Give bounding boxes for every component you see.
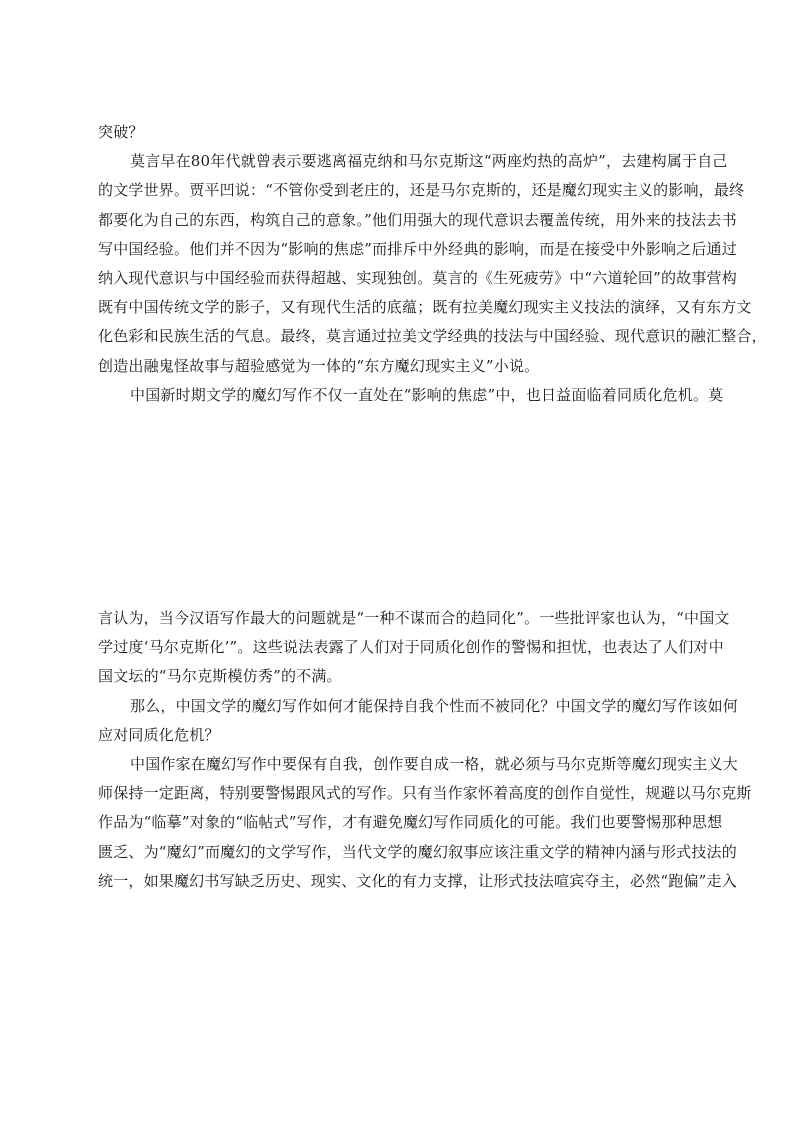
text-block-bottom [98, 604, 752, 896]
text-line: 化色彩和民族生活的气息。最终，莫言通过拉美文学经典的技法与中国经验、现代意识的融汇整合， [98, 327, 767, 346]
text-line: 匮乏、为“魔幻”而魔幻的文学写作，当代文学的魔幻叙事应该注重文学的精神内涵与形式技法的 [98, 842, 737, 861]
text-line: 国文坛的“马尔克斯模仿秀”的不满。 [98, 667, 342, 686]
text-line: 学过度‘马尔克斯化’”。这些说法表露了人们对于同质化创作的警惕和担忧，也表达了人们对中 [98, 638, 724, 657]
text-line: 写中国经验。他们并不因为“影响的焦虑”而排斥中外经典的影响，而是在接受中外影响之后通过 [98, 239, 737, 258]
text-line: 作品为“临摹”对象的“临帖式”写作，才有避免魔幻写作同质化的可能。我们也要警惕那种思想 [98, 813, 723, 832]
text-line: 既有中国传统文学的影子，又有现代生活的底蕴；既有拉美魔幻现实主义技法的演绎，又有东方文 [98, 298, 752, 317]
text-line: 师保持一定距离，特别要警惕跟风式的写作。只有当作家怀着高度的创作自觉性，规避以马尔克斯 [98, 784, 752, 803]
text-line: 突破？ [98, 123, 144, 141]
text-line: 创造出融鬼怪故事与超验感觉为一体的“东方魔幻现实主义”小说。 [98, 356, 540, 375]
text-line: 言认为，当今汉语写作最大的问题就是“一种不谋而合的趋同化”。一些批评家也认为，“中国文 [98, 609, 730, 627]
text-line: 应对同质化危机？ [98, 725, 220, 744]
text-block-top [98, 118, 767, 410]
text-line: 纳入现代意识与中国经验而获得超越、实现独创。莫言的《生死疲劳》中“六道轮回”的故事营构 [98, 268, 737, 287]
text-line: 都要化为自己的东西，构筑自己的意象。”他们用强大的现代意识去覆盖传统，用外来的技法去书 [98, 210, 737, 229]
text-line: 中国作家在魔幻写作中要保有自我，创作要自成一格，就必须与马尔克斯等魔幻现实主义大 [130, 754, 739, 773]
text-line: 中国新时期文学的魔幻写作不仅一直处在“影响的焦虑”中，也日益面临着同质化危机。莫 [130, 385, 724, 404]
text-line: 莫言早在80年代就曾表示要逃离福克纳和马尔克斯这“两座灼热的高炉”，去建构属于自己 [130, 152, 728, 171]
text-line: 的文学世界。贾平凹说：“不管你受到老庄的，还是马尔克斯的，还是魔幻现实主义的影响，最终 [98, 181, 745, 200]
text-line: 统一，如果魔幻书写缺乏历史、现实、文化的有力支撑，让形式技法喧宾夺主，必然“跑偏”走入 [98, 871, 737, 890]
text-line: 那么，中国文学的魔幻写作如何才能保持自我个性而不被同化？中国文学的魔幻写作该如何 [130, 696, 739, 715]
